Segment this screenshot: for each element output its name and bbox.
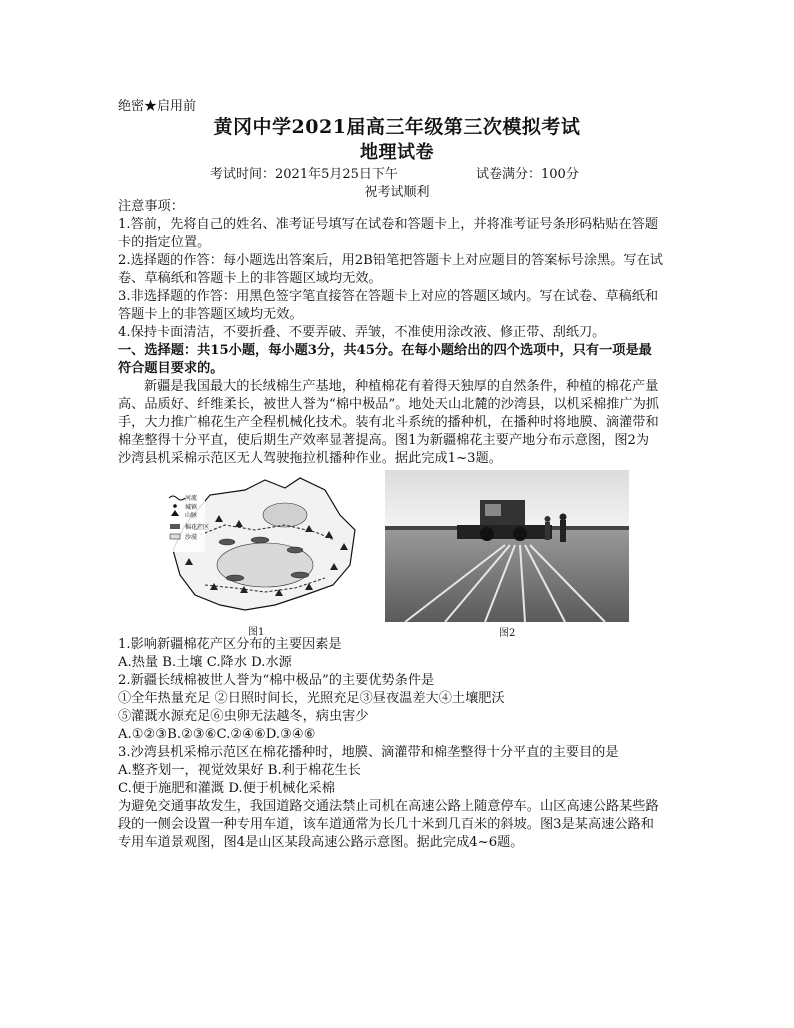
exam-score: 试卷满分：100分 xyxy=(476,167,579,182)
note-line: 4.保持卡面清洁，不要折叠、不要弄破、弄皱，不准使用涂改液、修正带、刮纸刀。 xyxy=(118,325,606,340)
passage-line: 棉垄整得十分平直，使后期生产效率显著提高。图1为新疆棉花主要产地分布示意图，图2为 xyxy=(118,433,650,448)
note-line: 答题卡上的非答题区域均无效。 xyxy=(118,307,303,322)
section-heading: 符合题目要求的。 xyxy=(118,361,224,376)
xinjiang-cotton-map xyxy=(165,470,361,625)
secret-label: 绝密★启用前 xyxy=(118,99,197,114)
passage-line: 高、品质好、纤维柔长，被世人誉为“棉中极品”。地处天山北麓的沙湾县，以机采棉推广为抓 xyxy=(118,397,659,412)
note-line: 2.选择题的作答：每小题选出答案后，用2B铅笔把答题卡上对应题目的答案标号涂黑。写在试 xyxy=(118,253,663,268)
question-line: 3.沙湾县机采棉示范区在棉花播种时，地膜、滴灌带和棉垄整得十分平直的主要目的是 xyxy=(118,745,619,760)
exam-wish: 祝考试顺利 xyxy=(364,185,430,200)
question-line: A.热量 B.土壤 C.降水 D.水源 xyxy=(118,655,292,670)
note-line: 卷、草稿纸和答题卡上的非答题区域均无效。 xyxy=(118,271,382,286)
legend-label: 山脉 xyxy=(185,512,198,519)
passage-line: 手，大力推广棉花生产全程机械化技术。装有北斗系统的播种机，在播种时将地膜、滴灌带和 xyxy=(118,415,659,430)
question-line: 2.新疆长绒棉被世人誉为“棉中极品”的主要优势条件是 xyxy=(118,673,435,688)
legend-label: 沙漠 xyxy=(185,534,198,541)
exam-time: 考试时间：2021年5月25日下午 xyxy=(210,167,398,182)
exam-title: 黄冈中学2021届高三年级第三次模拟考试 xyxy=(213,116,581,138)
question-line: ①全年热量充足 ②日照时间长，光照充足③昼夜温差大④土壤肥沃 xyxy=(118,691,505,706)
passage-line: 沙湾县机采棉示范区无人驾驶拖拉机播种作业。据此完成1~3题。 xyxy=(118,451,502,466)
section-heading: 一、选择题：共15小题，每小题3分，共45分。在每小题给出的四个选项中，只有一项是最 xyxy=(118,343,652,358)
question-line: 1.影响新疆棉花产区分布的主要因素是 xyxy=(118,637,342,652)
tractor-sowing-photo xyxy=(385,470,629,622)
question-line: A.①②③B.②③⑥C.②④⑥D.③④⑥ xyxy=(118,727,316,742)
question-line: C.便于施肥和灌溉 D.便于机械化采棉 xyxy=(118,781,335,796)
passage-line: 段的一侧会设置一种专用车道，该车道通常为长几十米到几百米的斜坡。图3是某高速公路和 xyxy=(118,817,654,832)
notes-block xyxy=(118,198,680,468)
passage-line: 新疆是我国最大的长绒棉生产基地，种植棉花有着得天独厚的自然条件，种植的棉花产量 xyxy=(144,379,659,394)
legend-label: 河流 xyxy=(185,495,198,502)
legend-label: 棉花产区 xyxy=(185,524,210,531)
note-line: 卡的指定位置。 xyxy=(118,235,211,250)
questions-block xyxy=(118,636,680,852)
figure1-caption: 图1 xyxy=(248,627,265,638)
exam-meta xyxy=(210,163,590,182)
notes-heading: 注意事项： xyxy=(118,199,184,214)
legend-label: 城镇 xyxy=(185,504,198,511)
question-line: ⑤灌溉水源充足⑥虫卵无法越冬，病虫害少 xyxy=(118,709,369,724)
passage-line: 为避免交通事故发生，我国道路交通法禁止司机在高速公路上随意停车。山区高速公路某些路 xyxy=(118,799,659,814)
question-line: A.整齐划一，视觉效果好 B.利于棉花生长 xyxy=(118,763,361,778)
exam-subtitle: 地理试卷 xyxy=(360,142,434,163)
note-line: 3.非选择题的作答：用黑色签字笔直接答在答题卡上对应的答题区域内。写在试卷、草稿纸和 xyxy=(118,289,659,304)
note-line: 1.答前，先将自己的姓名、准考证号填写在试卷和答题卡上，并将准考证号条形码粘贴在答题 xyxy=(118,217,659,232)
passage-line: 专用车道景观图，图4是山区某段高速公路示意图。据此完成4~6题。 xyxy=(118,835,524,850)
figure2-caption: 图2 xyxy=(499,628,516,639)
